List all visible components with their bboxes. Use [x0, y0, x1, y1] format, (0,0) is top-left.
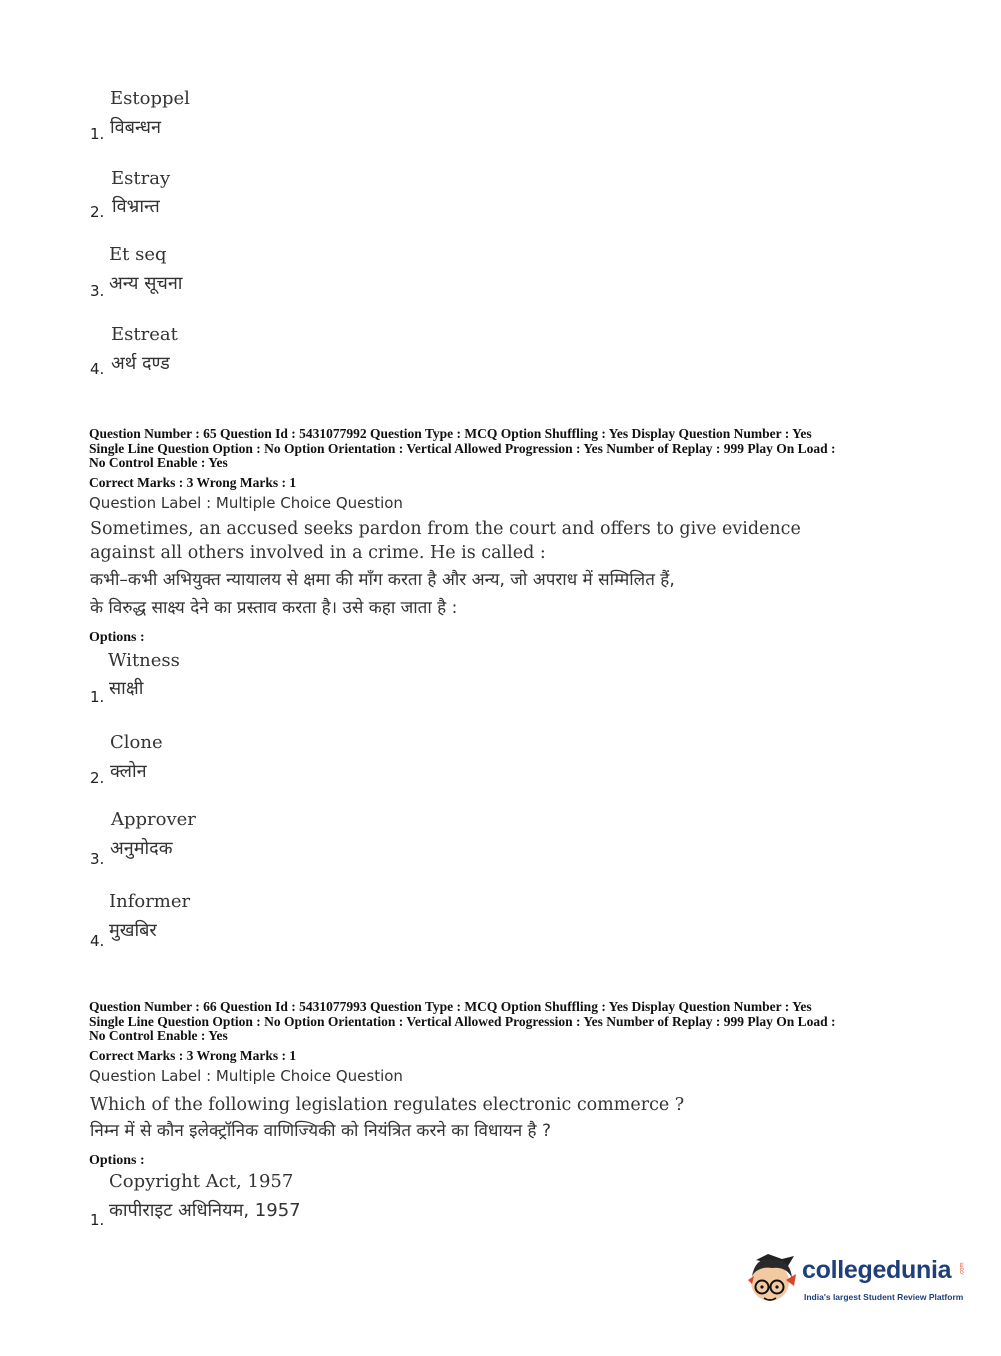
option-hindi: साक्षी — [109, 678, 144, 699]
option-hindi: अर्थ दण्ड — [111, 353, 170, 374]
question-text-hindi: निम्न में से कौन इलेक्ट्रॉनिक वाणिज्यिकी को नियंत्रित करने का विधायन है ? — [90, 1121, 551, 1141]
option-english: Approver — [111, 809, 196, 830]
option-hindi: विबन्धन — [110, 117, 161, 138]
option-hindi: अनुमोदक — [110, 838, 173, 859]
option-number: 3. — [90, 850, 105, 868]
options-header: Options : — [89, 630, 145, 645]
option-english: Estoppel — [110, 88, 190, 109]
meta-line: Question Number : 66 Question Id : 5431077993 Question Type : MCQ Option Shuffling : Yes Display Question Number : Yes — [89, 999, 812, 1014]
question-line: के विरुद्ध साक्ष्य देने का प्रस्ताव करता है। उसे कहा जाता है : — [90, 598, 458, 618]
option-hindi: विभ्रान्त — [112, 196, 160, 217]
option-number: 2. — [90, 203, 105, 221]
question-line: against all others involved in a crime. He is called : — [90, 543, 546, 563]
logo-brand: collegedunia — [802, 1256, 952, 1284]
option-number: 3. — [90, 282, 105, 300]
question-text-hindi — [90, 566, 675, 622]
option-english: Et seq — [109, 244, 167, 265]
option-number: 2. — [90, 769, 105, 787]
option-english: Copyright Act, 1957 — [109, 1171, 294, 1192]
question-label: Question Label : Multiple Choice Question — [89, 1067, 403, 1085]
option-english: Estreat — [111, 324, 178, 345]
collegedunia-logo[interactable] — [742, 1250, 967, 1312]
option-english: Clone — [110, 732, 163, 753]
logo-domain: .com — [959, 1262, 966, 1276]
meta-line: No Control Enable : Yes — [89, 1028, 228, 1043]
option-hindi: कापीराइट अधिनियम, 1957 — [109, 1200, 301, 1221]
meta-line: No Control Enable : Yes — [89, 455, 228, 470]
question-line: Sometimes, an accused seeks pardon from the court and offers to give evidence — [90, 519, 801, 539]
question-meta — [89, 427, 836, 471]
options-header: Options : — [89, 1153, 145, 1168]
question-marks: Correct Marks : 3 Wrong Marks : 1 — [89, 1048, 297, 1063]
option-english: Witness — [108, 650, 180, 671]
option-hindi: क्लोन — [110, 761, 147, 782]
meta-line: Single Line Question Option : No Option Orientation : Vertical Allowed Progression : Yes Number of Replay : 999 Play On Load : — [89, 1013, 836, 1029]
option-number: 4. — [90, 932, 105, 950]
option-hindi: अन्य सूचना — [109, 273, 183, 294]
question-meta — [89, 1000, 836, 1044]
question-line: कभी–कभी अभियुक्त न्यायालय से क्षमा की माँग करता है और अन्य, जो अपराध में सम्मिलित हैं, — [90, 570, 675, 590]
option-number: 1. — [90, 688, 105, 706]
option-number: 1. — [90, 125, 105, 143]
option-number: 1. — [90, 1211, 105, 1229]
option-english: Informer — [109, 891, 191, 912]
option-hindi: मुखबिर — [109, 920, 157, 941]
meta-line: Single Line Question Option : No Option Orientation : Vertical Allowed Progression : Yes Number of Replay : 999 Play On Load : — [89, 440, 836, 456]
option-number: 4. — [90, 360, 105, 378]
option-english: Estray — [111, 168, 171, 189]
question-marks: Correct Marks : 3 Wrong Marks : 1 — [89, 475, 297, 490]
meta-line: Question Number : 65 Question Id : 5431077992 Question Type : MCQ Option Shuffling : Yes Display Question Number : Yes — [89, 426, 812, 441]
question-text-english — [90, 517, 801, 565]
question-label: Question Label : Multiple Choice Question — [89, 494, 403, 512]
logo-tagline: India's largest Student Review Platform — [804, 1292, 964, 1302]
question-text-english: Which of the following legislation regulates electronic commerce ? — [90, 1095, 685, 1115]
mascot-icon — [742, 1250, 804, 1312]
